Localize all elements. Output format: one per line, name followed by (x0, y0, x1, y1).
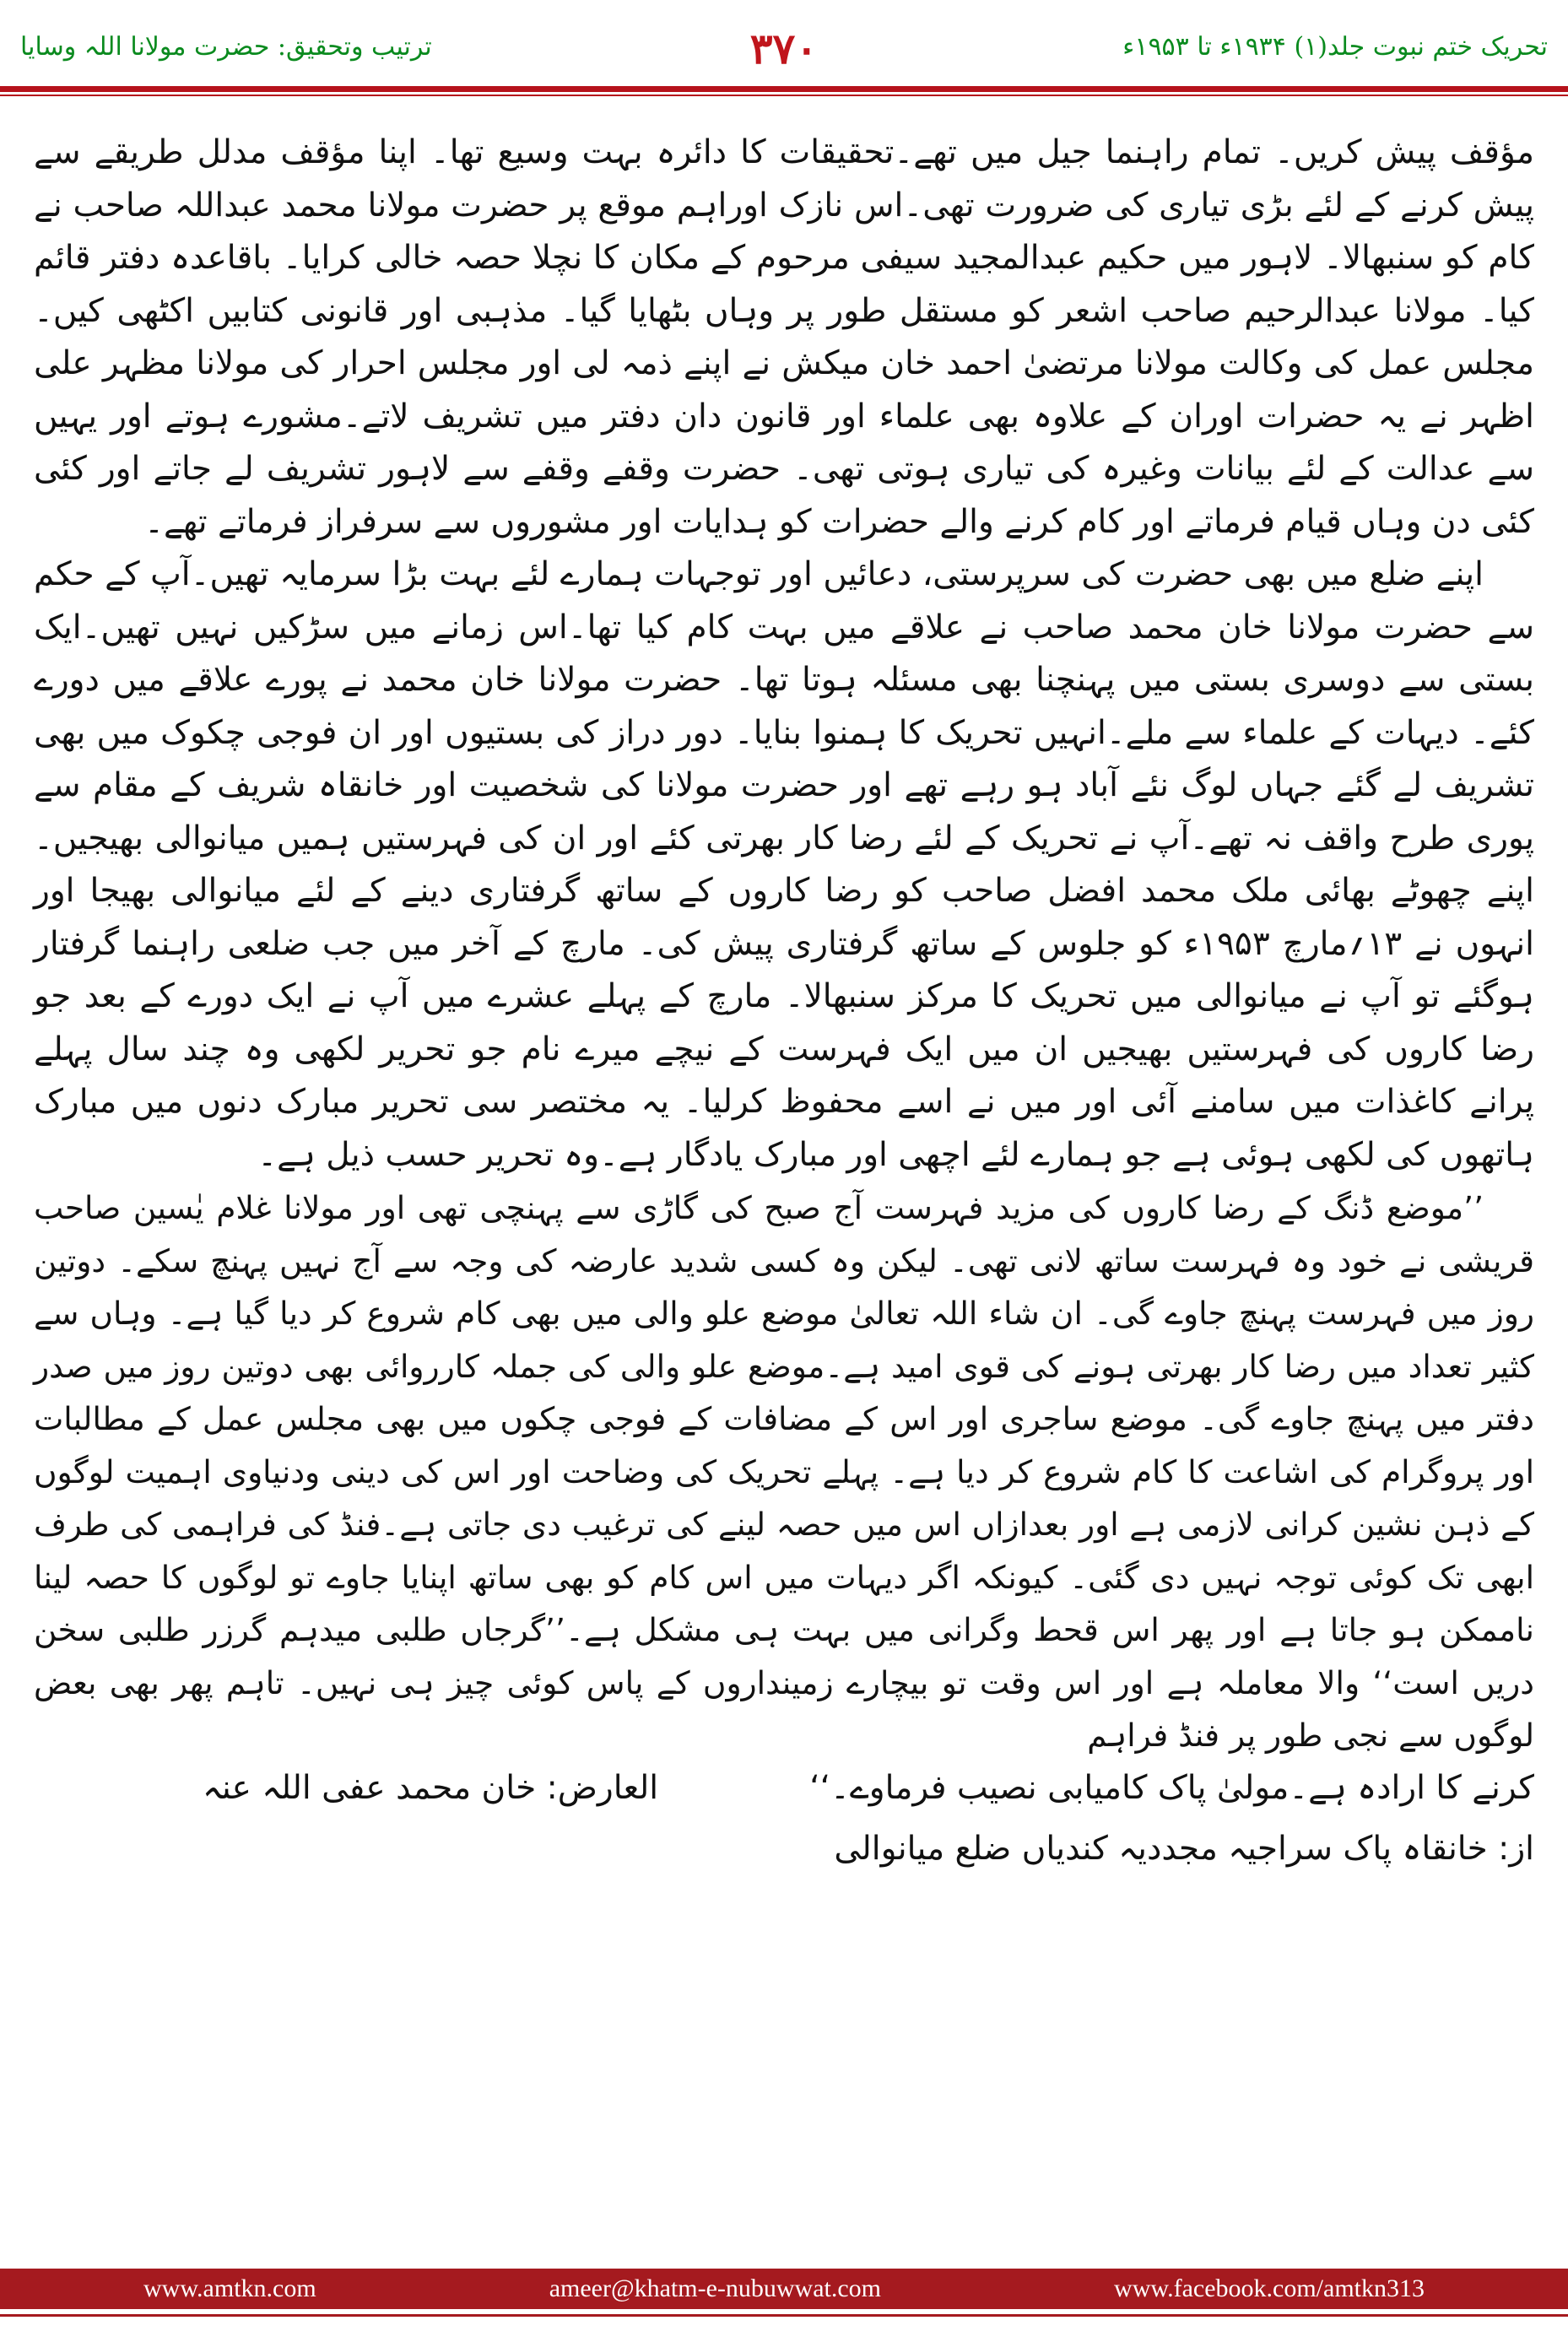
letter-from: از: خانقاہ پاک سراجیہ مجددیہ کندیاں ضلع میانوالی (834, 1830, 1534, 1868)
closing-row (34, 1762, 1534, 1815)
paragraph-1: مؤقف پیش کریں۔ تمام راہنما جیل میں تھے۔تحقیقات کا دائرہ بہت وسیع تھا۔ اپنا مؤقف مدلل طریقے سے پیش کرنے کے لئے بڑی تیاری کی ضرورت تھی۔اس نازک اوراہم موقع پر حضرت مولانا محمد عبداللہ صاحب نے کام کو سنبھالا۔ لاہور میں حکیم عبدالمجید سیفی مرحوم کے مکان کا نچلا حصہ خالی کرایا۔ باقاعدہ دفتر قائم کیا۔ مولانا عبدالرحیم صاحب اشعر کو مستقل طور پر وہاں بٹھایا گیا۔ مذہبی اور قانونی کتابیں اکٹھی کیں۔ مجلس عمل کی وکالت مولانا مرتضیٰ احمد خان میکش نے اپنے ذمہ لی اور مجلس احرار کی مولانا مظہر علی اظہر نے یہ حضرات اوران کے علاوہ بھی علماء اور قانون دان دفتر میں تشریف لاتے۔مشورے ہوتے اور یہیں سے عدالت کے لئے بیانات وغیرہ کی تیاری ہوتی تھی۔ حضرت وقفے وقفے سے لاہور تشریف لے جاتے اور کئی کئی دن وہاں قیام فرماتے اور کام کرنے والے حضرات کو ہدایات اور مشوروں سے سرفراز فرماتے تھے۔ (34, 133, 1534, 541)
quoted-letter: ’’موضع ڈنگ کے رضا کاروں کی مزید فہرست آج صبح کی گاڑی سے پہنچی تھی اور مولانا غلام یٰسین صاحب قریشی نے خود وہ فہرست ساتھ لانی تھی۔ لیکن وہ کسی شدید عارضہ کی وجہ سے آج نہیں پہنچ سکے۔ دوتین روز میں فہرست پہنچ جاوے گی۔ ان شاء اللہ تعالیٰ موضع علو والی میں بھی کام شروع کر دیا گیا ہے۔ وہاں سے کثیر تعداد میں رضا کار بھرتی ہونے کی قوی امید ہے۔موضع علو والی کی جملہ کارروائی بھی دوتین روز میں صدر دفتر میں پہنچ جاوے گی۔ موضع ساجری اور اس کے مضافات کے فوجی چکوں میں بھی مجلس عمل کے مطالبات اور پروگرام کی اشاعت کا کام شروع کر دیا ہے۔ پہلے تحریک کی وضاحت اور اس کی دینی ودنیاوی اہمیت لوگوں کے ذہن نشین کرانی لازمی ہے اور بعدازاں اس میں حصہ لینے کی ترغیب دی جاتی ہے۔فنڈ کی فراہمی کی طرف ابھی تک کوئی توجہ نہیں دی گئی۔ کیونکہ اگر دیہات میں اس کام کو بھی ساتھ اپنایا جاوے تو لوگوں کا حصہ لینا ناممکن ہو جاتا ہے اور پھر اس قحط وگرانی میں بہت ہی مشکل ہے۔’’گرجاں طلبی میدہم گرزر طلبی سخن دریں است‘‘ والا معاملہ ہے اور اس وقت تو بیچارے زمینداروں کے پاس کوئی چیز ہی نہیں۔ تاہم پھر بھی بعض لوگوں سے نجی طور پر فنڈ فراہم (34, 1189, 1534, 1754)
footer-email-link[interactable]: ameer@khatm-e-nubuwwat.com (549, 2274, 882, 2302)
header-rule (0, 86, 1568, 92)
page-number: ۳۷۰ (749, 24, 819, 73)
header-compiler: ترتیب وتحقیق: حضرت مولانا اللہ وسایا (20, 32, 432, 62)
footer-website-link[interactable]: www.amtkn.com (143, 2274, 316, 2302)
body-text (34, 127, 1534, 1876)
letter-signature: العارض: خان محمد عفی اللہ عنہ (203, 1768, 659, 1807)
page-header (20, 24, 1548, 78)
header-rule-thin (0, 95, 1568, 96)
paragraph-2: اپنے ضلع میں بھی حضرت کی سرپرستی، دعائیں اور توجہات ہمارے لئے بہت بڑا سرمایہ تھیں۔آپ کے حکم سے حضرت مولانا خان محمد صاحب نے علاقے میں بہت کام کیا تھا۔اس زمانے میں سڑکیں نہیں تھیں۔ایک بستی سے دوسری بستی میں پہنچنا بھی مسئلہ ہوتا تھا۔ حضرت مولانا خان محمد نے پورے علاقے میں دورے کئے۔ دیہات کے علماء سے ملے۔انہیں تحریک کا ہمنوا بنایا۔ دور دراز کی بستیوں اور ان فوجی چکوک میں بھی تشریف لے گئے جہاں لوگ نئے آباد ہو رہے تھے اور حضرت مولانا کی شخصیت اور خانقاہ شریف کے مقام سے پوری طرح واقف نہ تھے۔آپ نے تحریک کے لئے رضا کار بھرتی کئے اور ان کی فہرستیں ہمیں میانوالی بھیجیں۔ اپنے چھوٹے بھائی ملک محمد افضل صاحب کو رضا کاروں کے ساتھ گرفتاری دینے کے لئے میانوالی بھیجا اور انہوں نے ۱۳؍مارچ ۱۹۵۳ء کو جلوس کے ساتھ گرفتاری پیش کی۔ مارچ کے آخر میں جب ضلعی راہنما گرفتار ہوگئے تو آپ نے میانوالی میں تحریک کا مرکز سنبھالا۔ مارچ کے پہلے عشرے میں آپ نے ایک دورے کے بعد جو رضا کاروں کی فہرستیں بھیجیں ان میں ایک فہرست کے نیچے میرے نام جو تحریر لکھی وہ چند سال پہلے پرانے کاغذات میں سامنے آئی اور میں نے اسے محفوظ کرلیا۔ یہ مختصر سی تحریر مبارک دنوں میں مبارک ہاتھوں کی لکھی ہوئی ہے جو ہمارے لئے اچھی اور مبارک یادگار ہے۔وہ تحریر حسب ذیل ہے۔ (34, 555, 1534, 1174)
footer-facebook-link[interactable]: www.facebook.com/amtkn313 (1114, 2274, 1425, 2302)
header-book-title: تحریک ختم نبوت جلد(۱) ۱۹۳۴ء تا ۱۹۵۳ء (1122, 32, 1548, 62)
letter-closing: کرنے کا ارادہ ہے۔مولیٰ پاک کامیابی نصیب فرماوے۔‘‘ (809, 1768, 1534, 1807)
footer-bar (0, 2269, 1568, 2309)
footer-rule (0, 2314, 1568, 2317)
